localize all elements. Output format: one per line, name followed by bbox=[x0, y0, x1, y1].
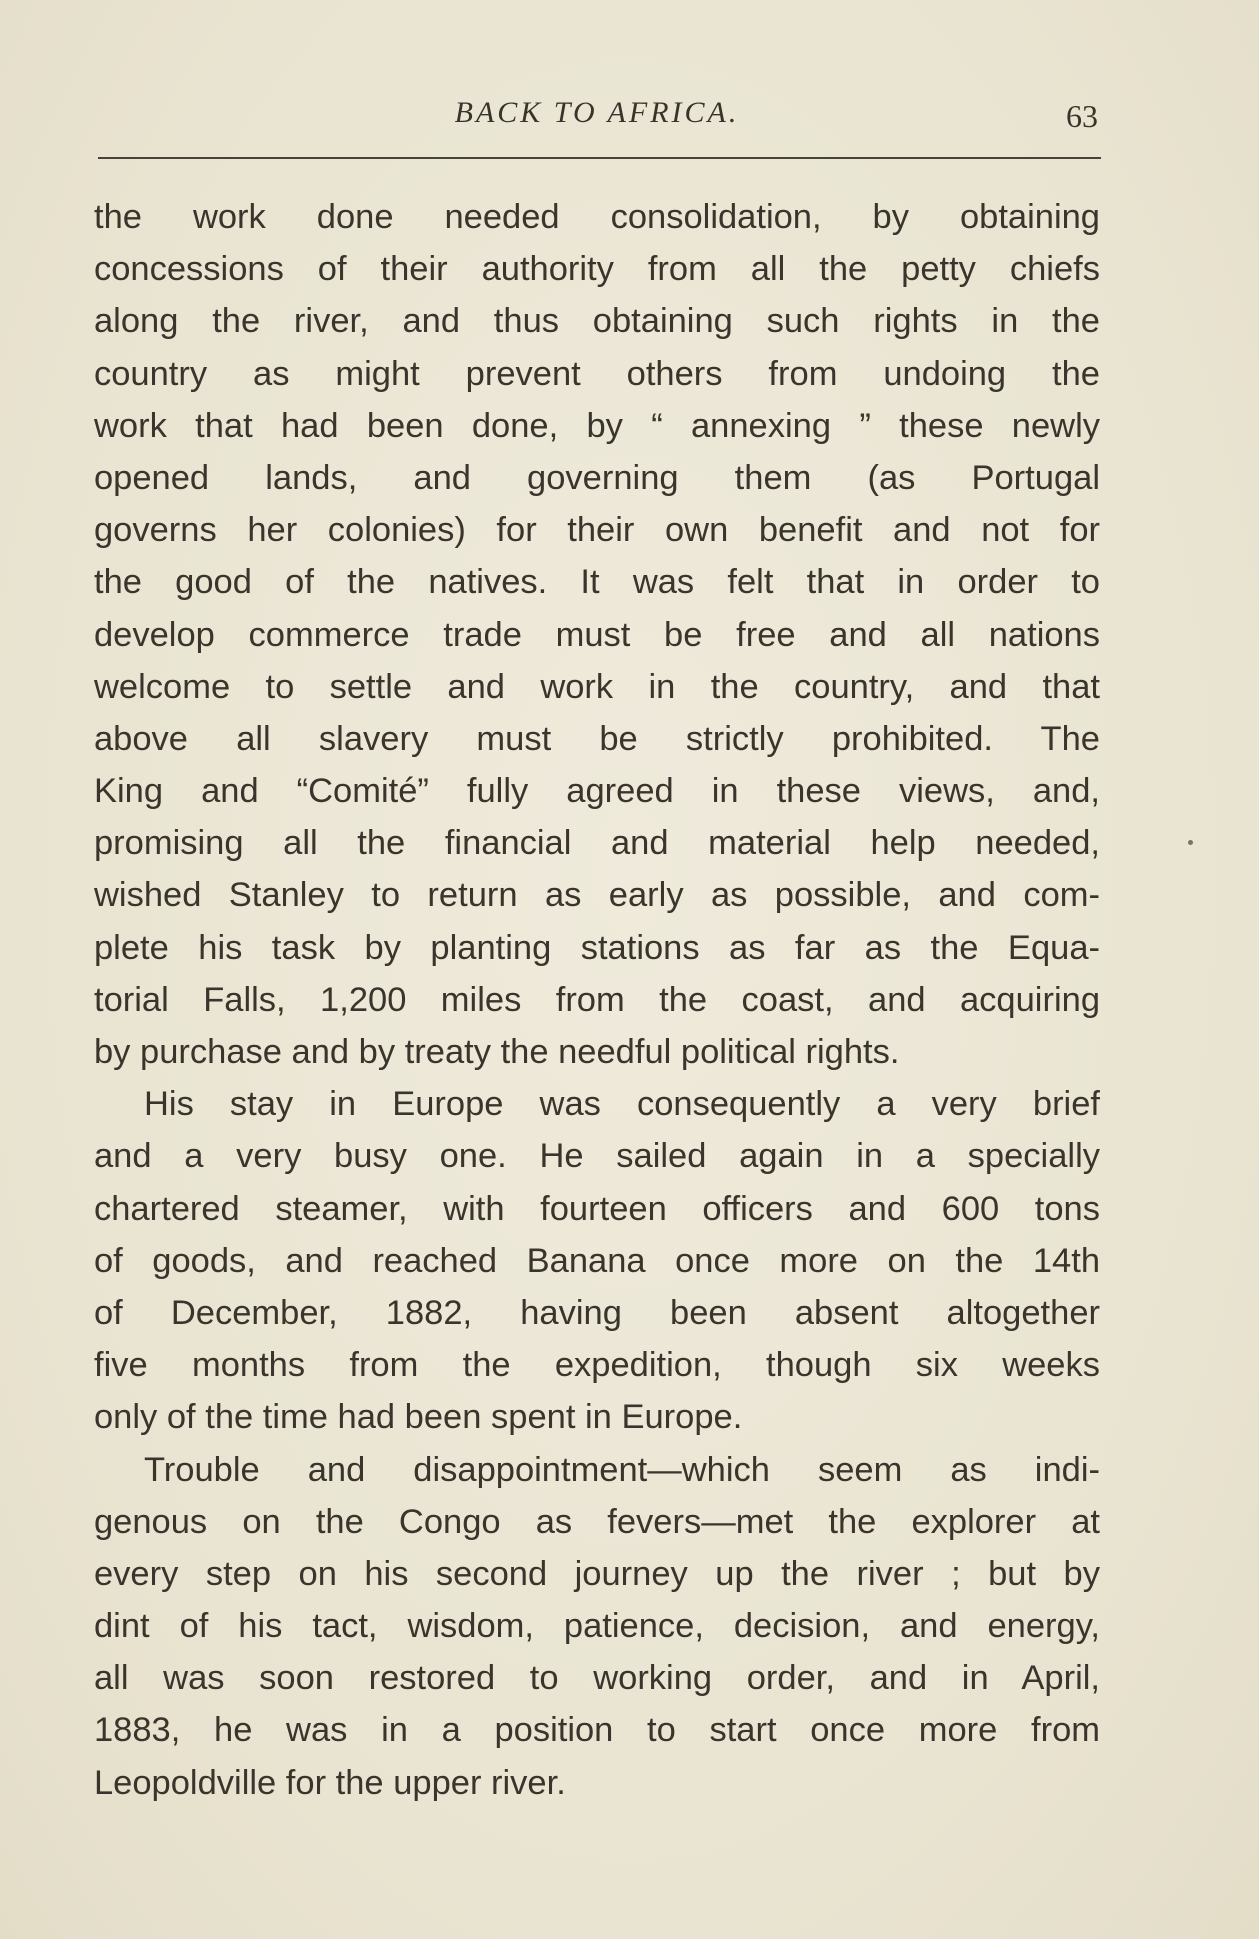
text-line: Trouble and disappointment—which seem as indi- bbox=[144, 1450, 1100, 1489]
text-line: by purchase and by treaty the needful political rights. bbox=[94, 1033, 900, 1071]
text-line: the work done needed consolidation, by obtaining bbox=[94, 198, 1100, 236]
text-line: develop commerce trade must be free and all nations bbox=[94, 615, 1100, 654]
text-line: His stay in Europe was consequently a very brief bbox=[144, 1085, 1100, 1124]
text-line: 1883, he was in a position to start once more from bbox=[94, 1711, 1100, 1750]
text-line: only of the time had been spent in Europe. bbox=[94, 1398, 743, 1437]
header-rule bbox=[98, 157, 1101, 159]
text-line: every step on his second journey up the river ; but by bbox=[94, 1554, 1100, 1593]
text-line: five months from the expedition, though six weeks bbox=[94, 1346, 1100, 1385]
paper-speck bbox=[1188, 840, 1193, 845]
text-line: governs her colonies) for their own benefit and not for bbox=[94, 511, 1100, 550]
text-line: torial Falls, 1,200 miles from the coast, and acquiring bbox=[94, 980, 1100, 1019]
text-line: wished Stanley to return as early as possible, and com- bbox=[94, 876, 1100, 915]
text-line: all was soon restored to working order, and in April, bbox=[94, 1659, 1100, 1698]
text-line: work that had been done, by “ annexing ” these newly bbox=[94, 406, 1100, 445]
text-line: above all slavery must be strictly prohibited. The bbox=[94, 719, 1100, 758]
body-text bbox=[94, 191, 1100, 1809]
text-line: opened lands, and governing them (as Portugal bbox=[94, 458, 1100, 497]
text-line: concessions of their authority from all the petty chiefs bbox=[94, 250, 1100, 289]
page-number: 63 bbox=[1066, 98, 1098, 134]
text-line: the good of the natives. It was felt that in order to bbox=[94, 563, 1100, 602]
text-line: plete his task by planting stations as far as the Equa- bbox=[94, 928, 1100, 967]
text-line: and a very busy one. He sailed again in a specially bbox=[94, 1137, 1100, 1176]
text-line: King and “Comité” fully agreed in these views, and, bbox=[94, 772, 1100, 811]
page-header bbox=[94, 94, 1100, 140]
text-line: genous on the Congo as fevers—met the explorer at bbox=[94, 1502, 1100, 1541]
running-title: BACK TO AFRICA. bbox=[454, 96, 740, 129]
text-line: of goods, and reached Banana once more on the 14th bbox=[94, 1241, 1100, 1280]
text-line: dint of his tact, wisdom, patience, decision, and energy, bbox=[94, 1607, 1100, 1646]
text-line: of December, 1882, having been absent altogether bbox=[94, 1293, 1100, 1332]
text-line: Leopoldville for the upper river. bbox=[94, 1763, 566, 1802]
text-line: welcome to settle and work in the country, and that bbox=[94, 667, 1100, 706]
text-line: along the river, and thus obtaining such rights in the bbox=[94, 302, 1100, 341]
text-line: country as might prevent others from undoing the bbox=[94, 354, 1100, 393]
text-line: promising all the financial and material help needed, bbox=[94, 824, 1100, 863]
text-line: chartered steamer, with fourteen officers and 600 tons bbox=[94, 1189, 1100, 1228]
